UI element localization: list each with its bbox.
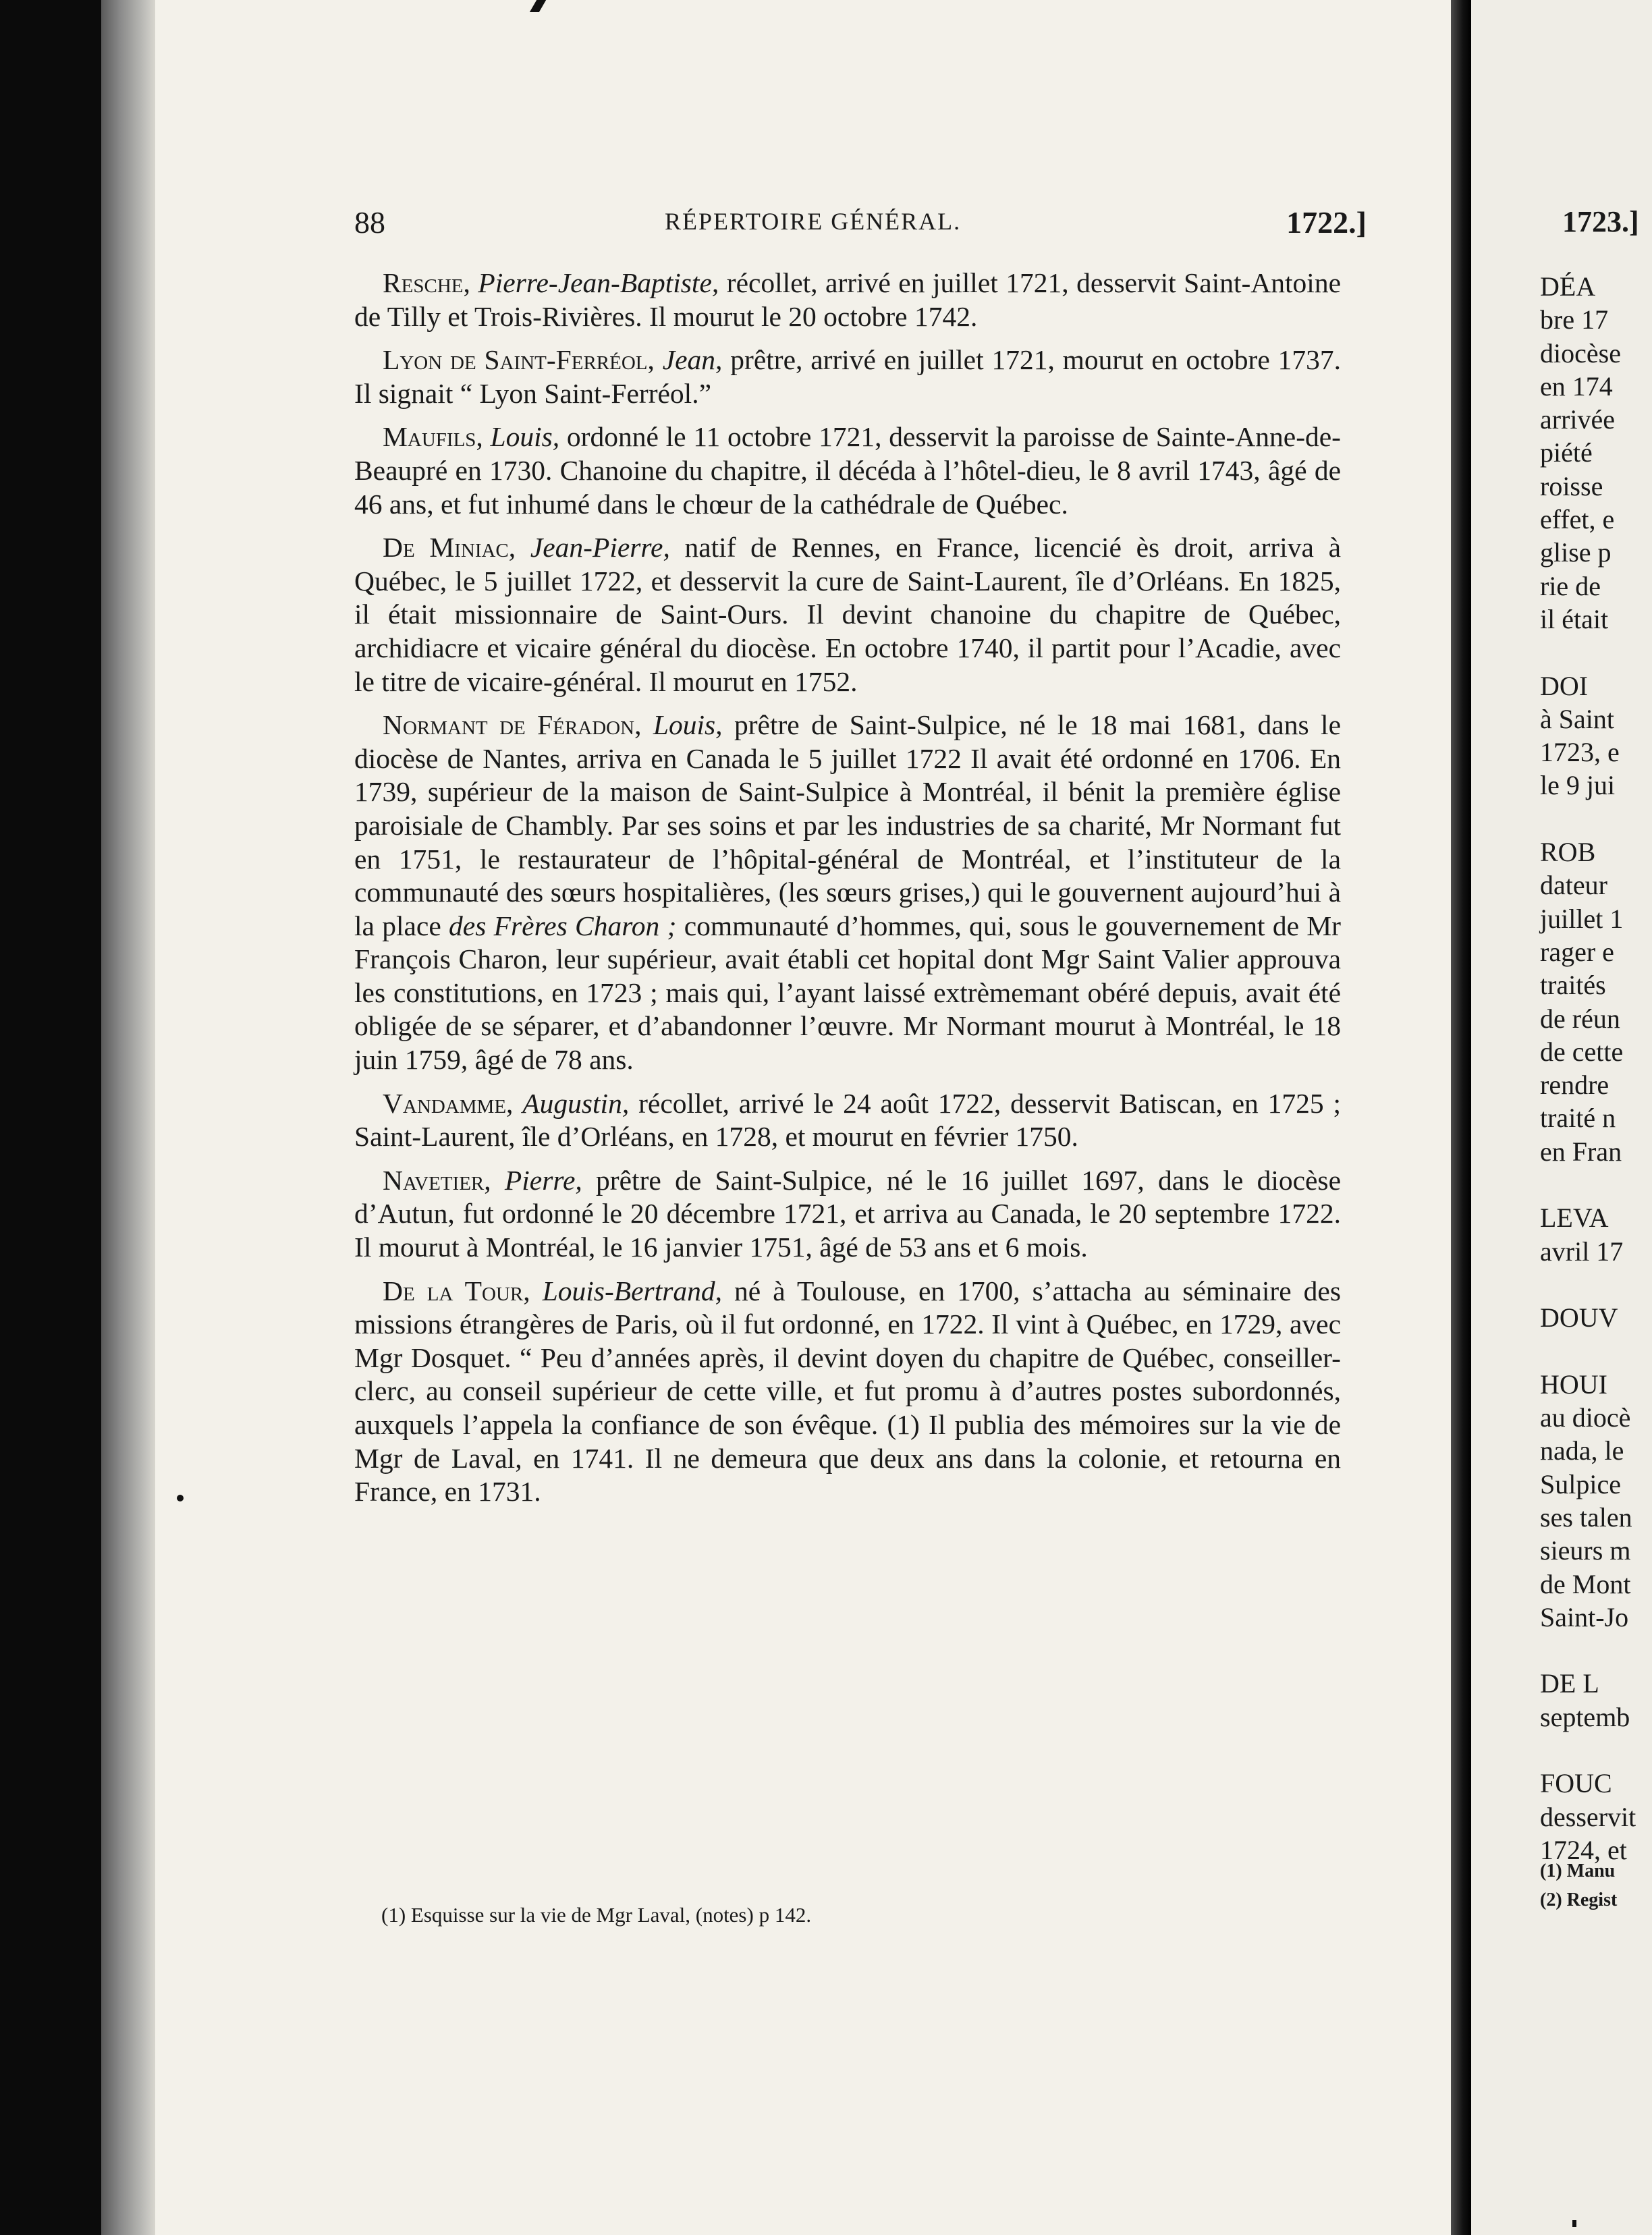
- entry-name: De Miniac,: [383, 532, 516, 563]
- facing-page-line: sieurs m: [1540, 1535, 1631, 1566]
- entry-name: Vandamme,: [383, 1087, 514, 1119]
- entry-vandamme: [354, 1087, 1341, 1154]
- ink-speck: [1572, 2220, 1576, 2227]
- entry-maufils: [354, 420, 1341, 521]
- facing-page-line: DÉA: [1540, 271, 1596, 302]
- facing-page-line: diocèse: [1540, 337, 1621, 368]
- facing-page-line: rie de: [1540, 570, 1601, 601]
- entry-name: Normant de Féradon,: [383, 709, 642, 741]
- facing-page-line: [1540, 1268, 1652, 1301]
- facing-page-line: ROB: [1540, 837, 1596, 868]
- facing-page-line: traités: [1540, 970, 1606, 1001]
- facing-page-line: juillet 1: [1540, 903, 1624, 934]
- facing-page-line: Sulpice: [1540, 1468, 1621, 1499]
- entry-name: Navetier,: [383, 1164, 491, 1196]
- book-edge: [101, 0, 155, 2235]
- page-number: 88: [354, 205, 385, 240]
- entry-given-name: Jean,: [662, 344, 723, 376]
- footnote: (1) Esquisse sur la vie de Mgr Laval, (notes) p 142.: [381, 1903, 812, 1927]
- entry-given-name: Jean-Pierre,: [530, 532, 670, 563]
- facing-page-line: LEVA: [1540, 1203, 1609, 1234]
- facing-page-line: traité n: [1540, 1103, 1616, 1134]
- entry-text: ordonné le 11 octobre 1721, desservit la paroisse de Sainte-Anne-de-Beaupré en 1730. Chanoine du chapitre, il décéda à l’hôtel-dieu, le 8 avril 1743, âgé de 46 ans, et fut inhumé dans le chœur de la cathédrale de Québec.: [354, 421, 1342, 520]
- facing-page-line: effet, e: [1540, 504, 1615, 535]
- facing-page-line: [1540, 1634, 1652, 1667]
- entry-text-continued: communauté d’hommes, qui, sous le gouvernement de Mr François Charon, leur supérieur, avait établi cet hopital dont Mgr Saint Valier approuva les constitutions, en 1723 ; mais qui, l’ayant laissé extrèmemant obéré depuis, avait été obligée de se séparer, et d’abandonner l’œuvre. Mr Normant mourut à Montréal, le 18 juin 1759, âgé de 78 ans.: [354, 910, 1342, 1076]
- facing-page-line: [1540, 802, 1652, 835]
- entry-given-name: Louis,: [653, 709, 723, 741]
- facing-page-line: ses talen: [1540, 1501, 1632, 1533]
- facing-page-line: septemb: [1540, 1701, 1630, 1732]
- page-header: [354, 204, 1367, 245]
- ink-speck: [177, 1495, 184, 1501]
- facing-page-line: DE L: [1540, 1668, 1599, 1699]
- entry-italic-phrase: des Frères Charon ;: [449, 910, 677, 941]
- entry-text: prêtre de Saint-Sulpice, né le 16 juillet 1697, dans le diocèse d’Autun, fut ordonné le 20 décembre 1721, et arriva au Canada, le 20 septembre 1722. Il mourut à Montréal, le 16 janvier 1751, âgé de 53 ans et 6 mois.: [354, 1164, 1342, 1263]
- entry-text: récollet, arrivé le 24 août 1722, desservit Batiscan, en 1725 ; Saint-Laurent, île d’Orléans, en 1728, et mourut en février 1750.: [354, 1087, 1342, 1153]
- facing-page-line: avril 17: [1540, 1236, 1624, 1267]
- entry-text: prêtre, arrivé en juillet 1721, mourut en octobre 1737. Il signait “ Lyon Saint-Ferréol.”: [354, 344, 1341, 409]
- entry-given-name: Louis-Bertrand,: [542, 1275, 722, 1306]
- facing-page-line: rager e: [1540, 936, 1614, 967]
- facing-page-line: [1540, 1734, 1652, 1767]
- facing-page-line: roisse: [1540, 470, 1603, 501]
- facing-page-line: arrivée: [1540, 404, 1616, 435]
- facing-page: [1471, 0, 1652, 2235]
- facing-page-line: en Fran: [1540, 1136, 1622, 1167]
- facing-page-line: DOUV: [1540, 1302, 1618, 1333]
- entry-name: Maufils,: [383, 421, 483, 453]
- entry-text: natif de Rennes, en France, licencié ès droit, arriva à Québec, le 5 juillet 1722, et desservit la cure de Saint-Laurent, île d’Orléans. En 1825, il était missionnaire de Saint-Ours. Il devint chanoine du chapitre de Québec, archidiacre et vicaire général du diocèse. En octobre 1740, il partit pour l’Acadie, avec le titre de vicaire-général. Il mourut en 1752.: [354, 532, 1342, 697]
- entry-navetier: [354, 1164, 1341, 1265]
- facing-page-line: au diocè: [1540, 1402, 1631, 1433]
- facing-page-line: piété: [1540, 437, 1593, 468]
- facing-page-line: bre 17: [1540, 304, 1609, 335]
- entry-text: récollet, arrivé en juillet 1721, desservit Saint-Antoine de Tilly et Trois-Rivières. Il mourut le 20 octobre 1742.: [354, 267, 1341, 332]
- facing-page-text: [1540, 270, 1652, 1867]
- facing-page-line: DOI: [1540, 670, 1589, 701]
- facing-page-line: à Saint: [1540, 703, 1614, 734]
- facing-page-line: 1723, e: [1540, 737, 1620, 768]
- facing-page-line: HOUI: [1540, 1369, 1607, 1400]
- facing-page-line: de Mont: [1540, 1568, 1631, 1599]
- facing-page-line: nada, le: [1540, 1435, 1624, 1466]
- facing-page-line: il était: [1540, 603, 1609, 634]
- facing-page-line: de réun: [1540, 1003, 1620, 1034]
- facing-footnote: (1) Manu: [1540, 1860, 1616, 1881]
- entry-text: prêtre de Saint-Sulpice, né le 18 mai 1681, dans le diocèse de Nantes, arriva en Canada le 5 juillet 1722 Il avait été ordonné en 1706. En 1739, supérieur de la maison de Saint-Sulpice à Montréal, il bénit la première église paroisiale de Chambly. Par ses soins et par les industries de sa charité, Mr Normant fut en 1751, le restaurateur de l’hôpital-général de Montréal, et l’instituteur de la communauté des sœurs hospitalières, (les sœurs grises,) qui le gouvernent aujourd’hui à la place: [354, 709, 1341, 941]
- book-gutter: [1451, 0, 1471, 2235]
- facing-page-line: desservit: [1540, 1801, 1636, 1832]
- entry-name: De la Tour,: [383, 1275, 530, 1306]
- entry-lyon: [354, 343, 1341, 410]
- entry-given-name: Augustin,: [522, 1087, 630, 1119]
- facing-page-header: 1723.]: [1562, 205, 1639, 238]
- facing-page-line: [1540, 1168, 1652, 1201]
- entry-text: né à Toulouse, en 1700, s’attacha au séminaire des missions étrangères de Paris, où il fut ordonné, en 1722. Il vint à Québec, en 1729, avec Mgr Dosquet. “ Peu d’années après, il devint doyen du chapitre de Québec, conseiller-clerc, au conseil supérieur de cette ville, et fut promu à d’autres postes subordonnés, auxquels l’appela la confiance de son évêque. (1) Il publia des mémoires sur la vie de Mgr de Laval, en 1741. Il ne demeura que deux ans dans la colonie, et retourna en France, en 1731.: [354, 1275, 1341, 1508]
- facing-page-line: [1540, 1335, 1652, 1368]
- facing-page-line: dateur: [1540, 870, 1607, 901]
- entry-de-la-tour: [354, 1275, 1341, 1509]
- page-body: [354, 267, 1341, 1519]
- running-title: RÉPERTOIRE GÉNÉRAL.: [665, 208, 962, 235]
- facing-footnote: (2) Regist: [1540, 1889, 1618, 1910]
- entry-given-name: Louis,: [490, 421, 560, 453]
- entry-de-miniac: [354, 531, 1341, 698]
- facing-page-line: en 174: [1540, 370, 1613, 402]
- header-year: 1722.]: [1286, 205, 1367, 240]
- facing-page-line: de cette: [1540, 1036, 1624, 1067]
- entry-given-name: Pierre,: [504, 1164, 582, 1196]
- entry-name: Lyon de Saint-Ferréol,: [383, 344, 655, 376]
- facing-page-line: le 9 jui: [1540, 770, 1616, 801]
- entry-resche: [354, 267, 1341, 333]
- facing-page-line: [1540, 636, 1652, 669]
- entry-name: Resche,: [383, 267, 470, 298]
- facing-page-line: glise p: [1540, 537, 1612, 568]
- entry-normant: [354, 709, 1341, 1077]
- facing-page-line: FOUC: [1540, 1768, 1612, 1799]
- facing-page-line: Saint-Jo: [1540, 1601, 1629, 1632]
- facing-page-line: rendre: [1540, 1070, 1609, 1101]
- facing-page-line: 1724, et: [1540, 1834, 1627, 1865]
- entry-given-name: Pierre-Jean-Baptiste,: [478, 267, 719, 298]
